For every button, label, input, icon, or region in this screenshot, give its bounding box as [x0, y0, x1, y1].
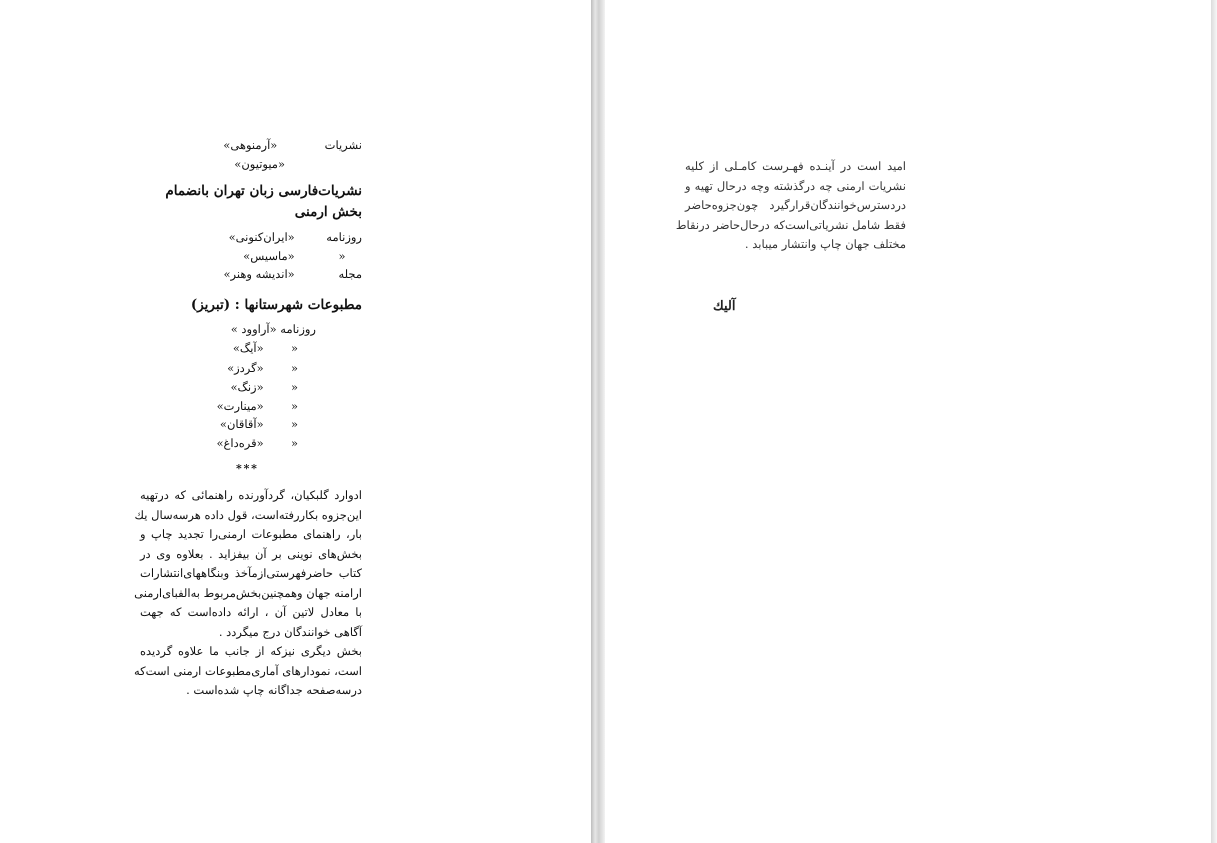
armenian-pub-1: «آرمنوهی»: [223, 138, 278, 152]
tehran-name-2: «اندیشه وهنر»: [223, 267, 295, 281]
tehran-type-1: «: [338, 249, 346, 263]
para2-line-1: است، نمودارهای آماری‌مطبوعات ارمنی است‌که: [133, 663, 362, 678]
tehran-item-2: [223, 267, 362, 281]
right-para-line-1: نشریات ارمنی چه درگذشته وچه درحال تهیه و: [685, 178, 906, 193]
tabriz-item-3: [217, 399, 298, 413]
tabriz-mark-1: «: [290, 361, 298, 375]
tabriz-first-name: «آراوود »: [230, 322, 277, 336]
tabriz-item-1: [227, 361, 298, 375]
right-para-line-0: امید است در آینـده فهـرست کامـلی از کلیه: [685, 159, 906, 173]
tabriz-mark-5: «: [290, 436, 298, 450]
armenian-pub-2: «میوتیون»: [234, 157, 285, 171]
heading-tehran-line2: بخش ارمنی: [294, 204, 362, 220]
tabriz-first-type: روزنامه: [280, 322, 316, 336]
tabriz-item-0: [233, 341, 298, 355]
tehran-item-0: [229, 230, 362, 244]
heading-provinces: مطبوعات شهرستانها : (تبریز): [190, 297, 362, 313]
para-line-3: بخش‌های نوینی بر آن بیفزاید . بعلاوه وی در: [140, 546, 362, 561]
para2-last: درسه‌صفحه جداگانه چاپ شده‌است .: [186, 683, 362, 697]
armenian-pubs-label: نشریات: [324, 138, 362, 152]
tabriz-name-5: «قره‌داغ»: [216, 436, 264, 450]
page-edge: [1211, 0, 1217, 843]
right-para-last: مختلف جهان چاپ وانتشار میبابد .: [744, 237, 906, 251]
para-line-6: با معادل لاتین آن ، ارائه داده‌است که جهت: [140, 605, 362, 619]
tabriz-mark-2: «: [290, 380, 298, 394]
para-line-2: بار، راهنمای مطبوعات ارمنی‌را تجدید چاپ و: [140, 527, 362, 541]
para-line-4: کتاب حاضرفهرستی‌ازمآخذ وبنگاههای‌انتشارات: [140, 566, 362, 580]
signature: آلیك: [713, 299, 736, 314]
heading-tehran-line1: نشریات‌فارسی زبان تهران بانضمام: [165, 183, 362, 199]
tabriz-mark-3: «: [290, 399, 298, 413]
para-line-1: این‌جزوه بکاررفته‌است، قول داده هرسه‌سال یك: [134, 507, 362, 522]
left-page: [0, 0, 591, 843]
tehran-type-0: روزنامه: [326, 230, 362, 244]
right-paragraph: [675, 157, 906, 255]
heading-tehran: [165, 181, 362, 223]
tabriz-item-5: [217, 436, 298, 450]
para-line-7: آگاهی خوانندگان درج میگردد .: [218, 624, 362, 639]
tabriz-name-0: «آیگ»: [232, 341, 264, 355]
tabriz-first-row: [231, 322, 316, 336]
tabriz-name-3: «مینارت»: [216, 399, 264, 413]
tabriz-item-4: [220, 417, 298, 431]
right-page: [605, 0, 1211, 843]
tehran-name-0: «ایران‌کنونی»: [228, 230, 295, 244]
tabriz-mark-4: «: [290, 417, 298, 431]
tehran-item-1: [243, 249, 362, 263]
book-spine: [591, 0, 605, 843]
para2-line-0: بخش دیگری نیزکه از جانب ما علاوه گردیده: [140, 644, 362, 658]
tabriz-mark-0: «: [290, 341, 298, 355]
tabriz-name-4: «آقاقان»: [219, 417, 264, 431]
right-para-line-2: دردسترس‌خوانندگان‌قرارگیرد چون‌جزوه‌حاضر: [685, 198, 906, 212]
armenian-pubs-row: [223, 136, 362, 154]
tabriz-name-2: «زنگ»: [230, 380, 264, 394]
para-line-0: ادوارد گلبکیان، گردآورنده راهنمائی که درتهیه: [140, 488, 362, 502]
tehran-type-2: مجله: [338, 267, 362, 281]
right-para-line-3: فقط شامل نشریاتی‌است‌که درحال‌حاضر درنقاط: [675, 217, 906, 232]
separator-stars: * * *: [236, 462, 256, 475]
tabriz-item-2: [231, 380, 298, 394]
tabriz-name-1: «گردز»: [227, 361, 264, 375]
tehran-name-1: «ماسیس»: [243, 249, 295, 263]
para-line-5: ارامنه جهان وهمچنین‌بخش‌مربوط به‌الفبای‌ارمنی: [134, 585, 362, 600]
left-paragraph: [133, 486, 362, 701]
